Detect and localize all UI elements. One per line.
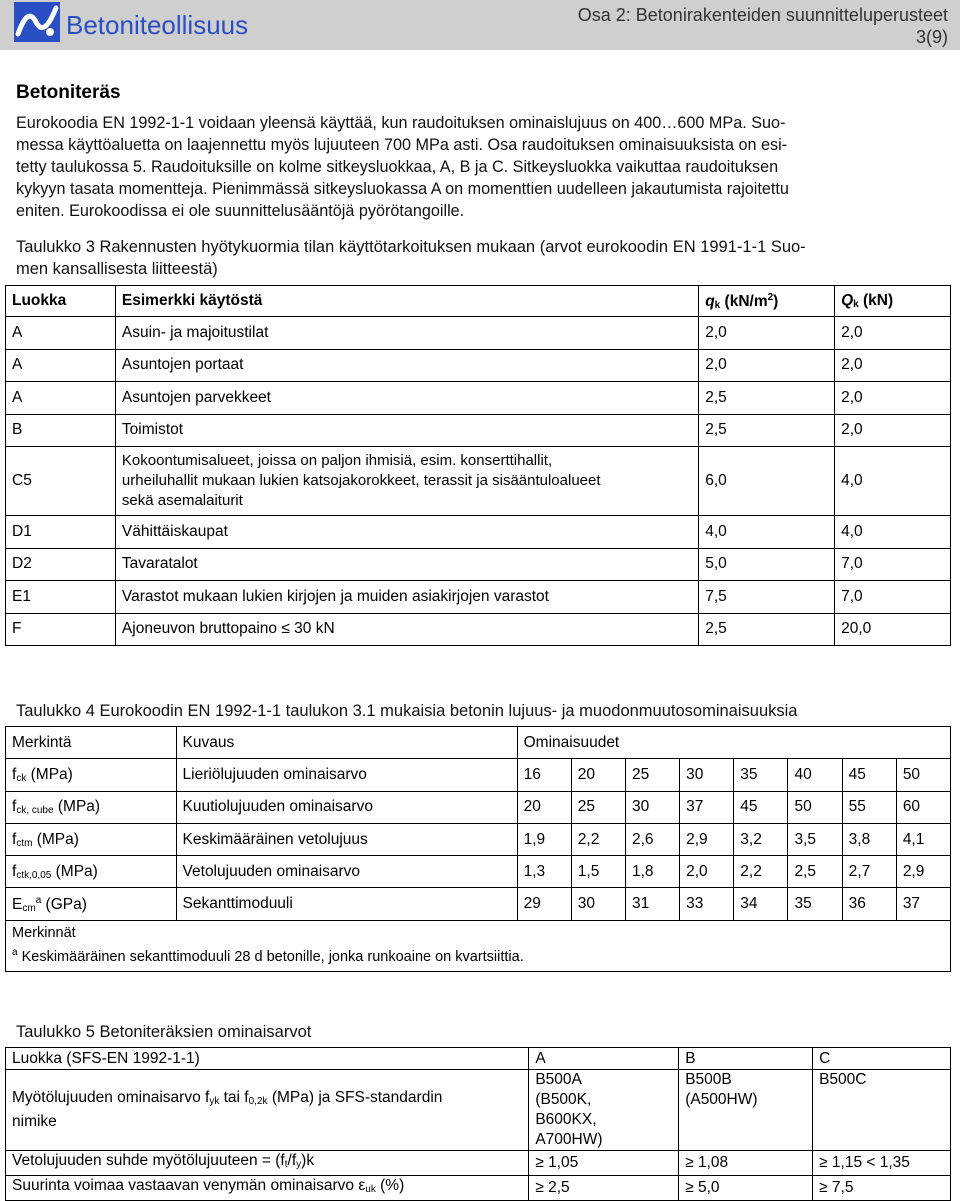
header-symbol: Merkintä [6, 727, 177, 759]
cell-value: 35 [788, 888, 842, 920]
cell-class: F [6, 613, 116, 646]
cell-value: 3,2 [734, 823, 788, 855]
cell-value: 33 [680, 888, 734, 920]
cell-qk: 7,5 [699, 581, 835, 614]
cell-qk: 2,5 [699, 414, 835, 447]
table-notes-row [6, 920, 951, 971]
table-row [6, 613, 951, 646]
cell-symbol: $f_{ctk,0,05}$ (MPa) [6, 856, 177, 888]
label-line: nimike [12, 1113, 57, 1130]
example-line: urheiluhallit mukaan lukien katsojakorokkeet, terassit ja sisääntuloalueet [121, 472, 601, 489]
table-row [6, 888, 951, 920]
cell-example [115, 447, 698, 516]
cell-Qk: 7,0 [835, 548, 951, 581]
cell-value: 30 [680, 759, 734, 791]
cell-class-a [529, 1070, 679, 1151]
table3-live-loads [5, 285, 951, 646]
cell-class: B [6, 414, 116, 447]
cell-qk: 2,0 [699, 317, 835, 350]
cell-value: 1,5 [571, 856, 625, 888]
cell-class-b: ≥ 5,0 [679, 1176, 813, 1201]
cell-value: 37 [896, 888, 950, 920]
table5-caption: Taulukko 5 Betoniteräksien ominaisarvot [16, 1023, 312, 1041]
cell-value: 40 [788, 759, 842, 791]
cell-value: 29 [517, 888, 571, 920]
cell-value: 45 [734, 791, 788, 823]
cell-value: 1,8 [625, 856, 679, 888]
paragraph-line: eniten. Eurokoodissa ei ole suunnittelusääntöjä pyörötangoille. [16, 202, 465, 220]
table-row [6, 759, 951, 791]
section-title: Betoniteräs [16, 82, 121, 103]
cell-class-a: ≥ 2,5 [529, 1176, 679, 1201]
table-row [6, 349, 951, 382]
cell-class: E1 [6, 581, 116, 614]
cell-class: A [6, 317, 116, 350]
table-notes [6, 920, 951, 971]
cell-Qk: 2,0 [835, 317, 951, 350]
cell-value: 2,7 [842, 856, 896, 888]
table-row [6, 548, 951, 581]
table4-caption: Taulukko 4 Eurokoodin EN 1992-1-1 taulukon 3.1 mukaisia betonin lujuus- ja muodonmuutosominaisuuksia [16, 702, 798, 720]
section-paragraph [16, 112, 789, 222]
cell-Qk: 7,0 [835, 581, 951, 614]
cell-Qk: 4,0 [835, 516, 951, 549]
table-row [6, 856, 951, 888]
cell-class-b [679, 1070, 813, 1151]
cell-value: 20 [571, 759, 625, 791]
cell-qk: 6,0 [699, 447, 835, 516]
note-item: $^a$ Keskimääräinen sekanttimoduuli 28 d betonille, jonka runkoaine on kvartsiittia. [12, 946, 524, 965]
table-row [6, 1151, 951, 1176]
cell-value: 2,9 [680, 823, 734, 855]
cell-qk: 5,0 [699, 548, 835, 581]
paragraph-line: messa käyttöaluetta on laajennettu myös lujuuteen 700 MPa asti. Osa raudoituksen ominaisuuksista on esi- [16, 136, 788, 154]
table-row [6, 791, 951, 823]
cell-description: Keskimääräinen vetolujuus [176, 823, 517, 855]
caption-line: Taulukko 3 Rakennusten hyötykuormia tilan käyttötarkoituksen mukaan (arvot eurokoodin EN 1991-1-1 Suo- [16, 238, 806, 256]
cell-value: 30 [625, 791, 679, 823]
cell-description: Sekanttimoduuli [176, 888, 517, 920]
cell-class: A [6, 382, 116, 415]
cell-value: 2,5 [788, 856, 842, 888]
cell-Qk: 4,0 [835, 447, 951, 516]
table-header-row [6, 286, 951, 317]
cell-qk: 2,5 [699, 382, 835, 415]
cell-value: 2,9 [896, 856, 950, 888]
cell-value: 2,2 [571, 823, 625, 855]
cell-value: 16 [517, 759, 571, 791]
paragraph-line: Eurokoodia EN 1992-1-1 voidaan yleensä käyttää, kun raudoituksen ominaislujuus on 400…600 MPa. Suo- [16, 114, 786, 132]
table-row [6, 581, 951, 614]
cell-qk: 2,0 [699, 349, 835, 382]
cell-value: 60 [896, 791, 950, 823]
cell-value: 50 [896, 759, 950, 791]
cell-class-a: ≥ 1,05 [529, 1151, 679, 1176]
document-title [578, 4, 948, 48]
value-line: B500A [535, 1071, 582, 1088]
example-line: Kokoontumisalueet, joissa on paljon ihmisiä, esim. konserttihallit, [121, 452, 553, 469]
cell-value: 3,8 [842, 823, 896, 855]
header-class-c: C [813, 1048, 951, 1070]
cell-class-c: ≥ 1,15 < 1,35 [813, 1151, 951, 1176]
table-row [6, 1070, 951, 1151]
header-description: Kuvaus [176, 727, 517, 759]
paragraph-line: kykyyn tasata momentteja. Pienimmässä sitkeysluokassa A on momenttien uudelleen jakautumista rajoitettu [16, 180, 789, 198]
cell-symbol: $f_{ck, cube}$ (MPa) [6, 791, 177, 823]
cell-example: Tavaratalot [115, 548, 698, 581]
page-header [0, 0, 960, 50]
cell-value: 25 [571, 791, 625, 823]
value-line: (B500K, [535, 1091, 592, 1108]
header-qk: $q_k$ $(kN/m^2)$ [699, 286, 835, 317]
page-number: 3(9) [915, 27, 948, 47]
table-row [6, 516, 951, 549]
cell-class-c: B500C [813, 1070, 951, 1151]
table4-concrete-properties [5, 726, 951, 972]
cell-value: 1,9 [517, 823, 571, 855]
cell-description: Kuutiolujuuden ominaisarvo [176, 791, 517, 823]
cell-Qk: 20,0 [835, 613, 951, 646]
cell-class-b: ≥ 1,08 [679, 1151, 813, 1176]
table-row [6, 823, 951, 855]
cell-class: C5 [6, 447, 116, 516]
caption-line: men kansallisesta liitteestä) [16, 260, 218, 278]
cell-value: 20 [517, 791, 571, 823]
table5-rebar-properties [5, 1047, 951, 1201]
cell-value: 2,6 [625, 823, 679, 855]
value-line: A700HW) [535, 1131, 603, 1148]
cell-value: 45 [842, 759, 896, 791]
cell-qk: 2,5 [699, 613, 835, 646]
table-row [6, 1176, 951, 1201]
table-row [6, 382, 951, 415]
cell-Qk: 2,0 [835, 414, 951, 447]
cell-value: 2,2 [734, 856, 788, 888]
cell-symbol: $f_{ctm}$ (MPa) [6, 823, 177, 855]
cell-qk: 4,0 [699, 516, 835, 549]
cell-example: Vähittäiskaupat [115, 516, 698, 549]
cell-description: Vetolujuuden ominaisarvo [176, 856, 517, 888]
brand-name: Betoniteollisuus [66, 10, 249, 40]
header-Qk: $Q_k$ (kN) [835, 286, 951, 317]
cell-Qk: 2,0 [835, 349, 951, 382]
cell-value: 55 [842, 791, 896, 823]
company-logo-icon [14, 2, 60, 42]
cell-symbol: $f_{ck}$ (MPa) [6, 759, 177, 791]
value-line: (A500HW) [685, 1091, 758, 1108]
cell-class: D2 [6, 548, 116, 581]
table-header-row [6, 1048, 951, 1070]
cell-example: Asuntojen parvekkeet [115, 382, 698, 415]
cell-class: D1 [6, 516, 116, 549]
cell-example: Asuntojen portaat [115, 349, 698, 382]
table-row [6, 317, 951, 350]
cell-value: 3,5 [788, 823, 842, 855]
header-example: Esimerkki käytöstä [115, 286, 698, 317]
cell-description: Lieriölujuuden ominaisarvo [176, 759, 517, 791]
cell-example: Ajoneuvon bruttopaino ≤ 30 kN [115, 613, 698, 646]
header-properties: Ominaisuudet [517, 727, 950, 759]
value-line: B600KX, [535, 1111, 597, 1128]
cell-value: 30 [571, 888, 625, 920]
document-part-title: Osa 2: Betonirakenteiden suunnitteluperusteet [577, 5, 948, 25]
cell-label: Vetolujuuden suhde myötölujuuteen = $(f_t/f_y)k$ [6, 1151, 529, 1176]
cell-example: Asuin- ja majoitustilat [115, 317, 698, 350]
cell-value: 34 [734, 888, 788, 920]
cell-Qk: 2,0 [835, 382, 951, 415]
cell-example: Toimistot [115, 414, 698, 447]
cell-value: 36 [842, 888, 896, 920]
cell-label: Suurinta voimaa vastaavan venymän ominaisarvo $\varepsilon_{uk}$ (%) [6, 1176, 529, 1201]
value-line: B500B [685, 1071, 732, 1088]
header-class-a: A [529, 1048, 679, 1070]
cell-label [6, 1070, 529, 1151]
header-class-b: B [679, 1048, 813, 1070]
cell-value: 50 [788, 791, 842, 823]
cell-class-c: ≥ 7,5 [813, 1176, 951, 1201]
cell-example: Varastot mukaan lukien kirjojen ja muiden asiakirjojen varastot [115, 581, 698, 614]
header-class-label: Luokka (SFS-EN 1992-1-1) [6, 1048, 529, 1070]
cell-value: 4,1 [896, 823, 950, 855]
cell-symbol: $E_{cm}^a$ (GPa) [6, 888, 177, 920]
cell-value: 35 [734, 759, 788, 791]
table-row [6, 414, 951, 447]
table3-caption [16, 236, 806, 280]
header-class: Luokka [6, 286, 116, 317]
notes-title: Merkinnät [12, 924, 76, 941]
table-row [6, 447, 951, 516]
table-header-row [6, 727, 951, 759]
cell-value: 37 [680, 791, 734, 823]
cell-value: 2,0 [680, 856, 734, 888]
label-line: Myötölujuuden ominaisarvo $f_{yk}$ tai $f_{0,2k}$ (MPa) ja SFS-standardin [12, 1089, 443, 1107]
cell-class: A [6, 349, 116, 382]
cell-value: 31 [625, 888, 679, 920]
paragraph-line: tetty taulukossa 5. Raudoituksille on kolme sitkeysluokkaa, A, B ja C. Sitkeysluokka vaikuttaa raudoituksen [16, 158, 779, 176]
example-line: sekä asemalaiturit [121, 492, 243, 509]
cell-value: 1,3 [517, 856, 571, 888]
cell-value: 25 [625, 759, 679, 791]
